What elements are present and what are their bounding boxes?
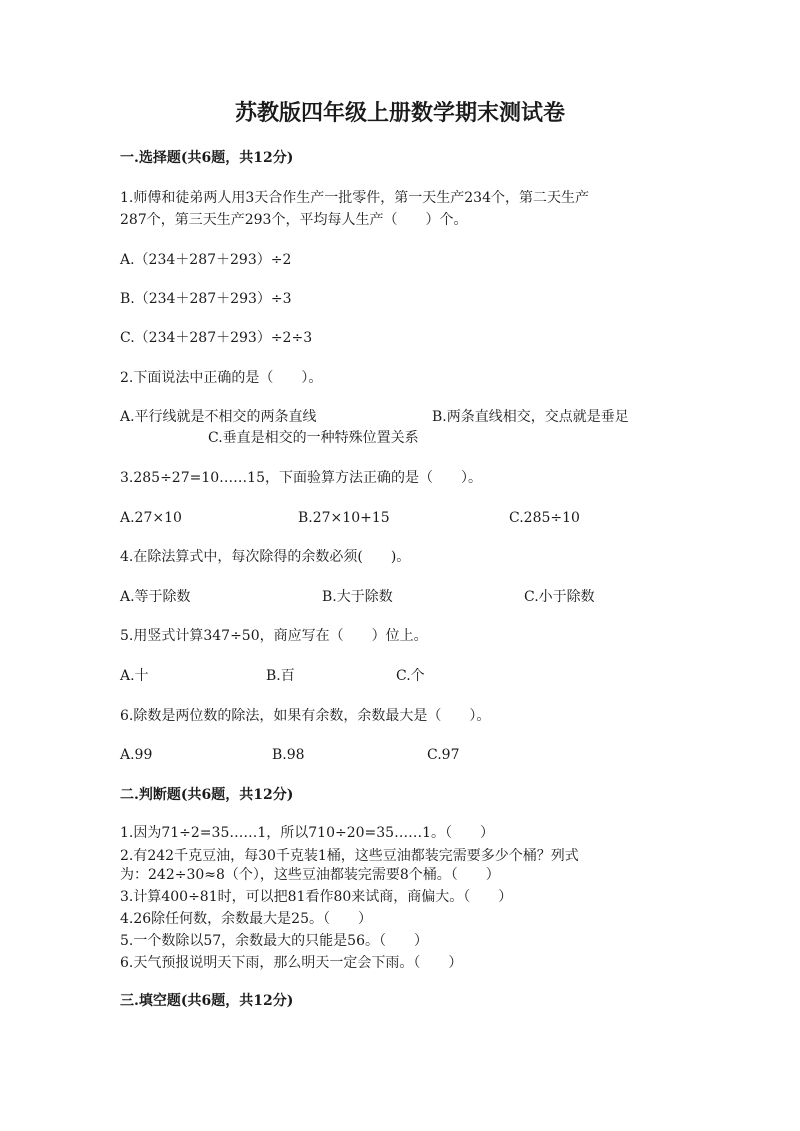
question-3-option-c: C.285÷10 bbox=[509, 510, 580, 526]
judgement-item: 3.计算400÷81时，可以把81看作80来试商，商偏大。（ ） bbox=[120, 889, 513, 905]
section-heading-choice: 一.选择题(共6题，共12分) bbox=[120, 150, 294, 166]
question-6-option-c: C.97 bbox=[427, 747, 460, 763]
question-5-option-a: A.十 bbox=[120, 668, 149, 684]
section-heading-fill-in: 三.填空题(共6题，共12分) bbox=[120, 993, 294, 1009]
question-6-option-b: B.98 bbox=[272, 747, 305, 763]
question-2-stem: 2.下面说法中正确的是（ ）。 bbox=[120, 370, 323, 386]
question-1-line-2: 287个，第三天生产293个，平均每人生产（ ）个。 bbox=[120, 212, 468, 228]
judgement-item: 5.一个数除以57，余数最大的只能是56。（ ） bbox=[120, 933, 428, 949]
question-1-option-c: C.（234＋287＋293）÷2÷3 bbox=[120, 330, 313, 346]
question-4-option-a: A.等于除数 bbox=[120, 589, 191, 605]
judgement-item: 6.天气预报说明天下雨，那么明天一定会下雨。（ ） bbox=[120, 955, 463, 971]
question-1-line-1: 1.师傅和徒弟两人用3天合作生产一批零件，第一天生产234个，第二天生产 bbox=[120, 190, 589, 206]
question-1-option-a: A.（234＋287＋293）÷2 bbox=[120, 252, 292, 268]
question-5-option-c: C.个 bbox=[396, 668, 425, 684]
question-3-option-a: A.27×10 bbox=[120, 510, 182, 526]
question-4-stem: 4.在除法算式中，每次除得的余数必须( )。 bbox=[120, 549, 411, 565]
judgement-item: 1.因为71÷2=35……1，所以710÷20=35……1。（ ） bbox=[120, 825, 494, 841]
question-5-option-b: B.百 bbox=[266, 668, 295, 684]
question-6-stem: 6.除数是两位数的除法，如果有余数，余数最大是（ ）。 bbox=[120, 708, 491, 724]
judgement-item: 为：242÷30≈8（个），这些豆油都装完需要8个桶。（ ） bbox=[120, 867, 500, 883]
question-3-option-b: B.27×10+15 bbox=[298, 510, 390, 526]
question-1-option-b: B.（234＋287＋293）÷3 bbox=[120, 291, 292, 307]
question-2-option-a: A.平行线就是不相交的两条直线 bbox=[120, 409, 317, 425]
page-title: 苏教版四年级上册数学期末测试卷 bbox=[234, 100, 565, 126]
question-3-stem: 3.285÷27=10……15，下面验算方法正确的是（ ）。 bbox=[120, 470, 482, 486]
question-2-option-c: C.垂直是相交的一种特殊位置关系 bbox=[208, 430, 419, 446]
question-5-stem: 5.用竖式计算347÷50，商应写在（ ）位上。 bbox=[120, 628, 428, 644]
judgement-item: 4.26除任何数，余数最大是25。（ ） bbox=[120, 911, 372, 927]
question-4-option-c: C.小于除数 bbox=[524, 589, 595, 605]
question-6-option-a: A.99 bbox=[120, 747, 153, 763]
judgement-item: 2.有242千克豆油，每30千克装1桶，这些豆油都装完需要多少个桶？列式 bbox=[120, 848, 579, 864]
question-4-option-b: B.大于除数 bbox=[322, 589, 393, 605]
section-heading-judgement: 二.判断题(共6题，共12分) bbox=[120, 787, 294, 803]
question-2-option-b: B.两条直线相交，交点就是垂足 bbox=[432, 409, 629, 425]
